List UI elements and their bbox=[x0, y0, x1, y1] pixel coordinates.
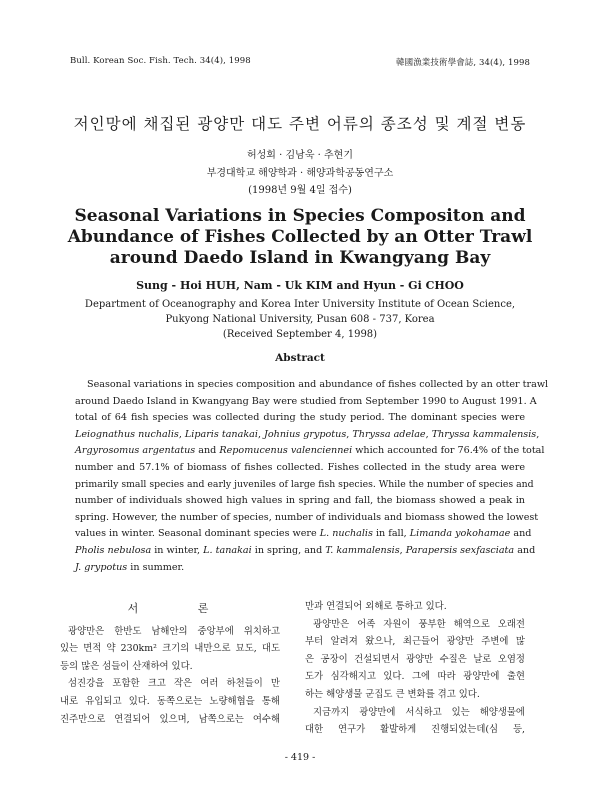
abstract-line: number of individuals showed high values in spring and fall, the biomass showed a peak in bbox=[75, 495, 525, 507]
korean-authors: 허성회 · 김남욱 · 추현기 bbox=[246, 150, 353, 161]
species-name: Leiognathus nuchalis bbox=[75, 428, 179, 440]
english-received-date: (Received September 4, 1998) bbox=[222, 329, 378, 340]
english-title-line: Abundance of Fishes Collected by an Otter Trawl bbox=[67, 227, 533, 247]
page-number: - 419 - bbox=[284, 752, 316, 763]
abstract-line bbox=[75, 526, 532, 543]
body-line: 도가 심각해지고 있다. 그에 따라 광양만에 출현 bbox=[305, 671, 525, 683]
abstract-text: and bbox=[514, 544, 536, 556]
english-authors: Sung - Hoi HUH, Nam - Uk KIM and Hyun - Gi CHOO bbox=[136, 279, 464, 292]
abstract-text: , bbox=[399, 544, 406, 556]
abstract-text: , bbox=[536, 428, 540, 440]
species-name: L. tanakai bbox=[203, 544, 252, 556]
body-line: 내로 유입되고 있다. 동쪽으로는 노량해협을 통해 bbox=[60, 695, 280, 707]
abstract-text: and bbox=[195, 445, 220, 457]
abstract-line bbox=[75, 443, 545, 460]
body-line: 섬진강을 포함한 크고 작은 여러 하천들이 만 bbox=[68, 678, 280, 690]
species-name: Liparis tanakai bbox=[184, 428, 258, 440]
english-affiliation bbox=[60, 297, 540, 327]
body-line: 부터 알려져 왔으나, 최근들어 광양만 주변에 많 bbox=[305, 636, 525, 648]
abstract-line bbox=[75, 560, 525, 577]
abstract-body bbox=[75, 377, 549, 576]
abstract-text: , bbox=[257, 428, 265, 440]
abstract-text: , bbox=[178, 428, 185, 440]
abstract-line bbox=[75, 543, 536, 560]
abstract-line bbox=[75, 427, 540, 444]
species-name: J. grypotus bbox=[75, 561, 128, 573]
body-line: 만과 연결되어 외해로 통하고 있다. bbox=[305, 601, 447, 612]
section-heading-introduction: 서 론 bbox=[127, 602, 237, 615]
species-name: Limanda yokohamae bbox=[409, 528, 511, 540]
body-line: 등의 많은 섬들이 산재하여 있다. bbox=[60, 660, 193, 672]
species-name: Argyrosomus argentatus bbox=[75, 445, 196, 457]
korean-received-date: (1998년 9월 4일 접수) bbox=[248, 185, 352, 196]
species-name: L. nuchalis bbox=[319, 528, 373, 540]
abstract-line: primarily small species and early juveniles of large fish species. While the number of species and bbox=[75, 478, 534, 490]
abstract-line: number and 57.1% of biomass of fishes collected. Fishes collected in the study area were bbox=[75, 461, 525, 473]
species-name: Thryssa kammalensis bbox=[431, 428, 537, 440]
abstract-text: , bbox=[346, 428, 353, 440]
korean-affiliation: 부경대학교 해양학과 · 해양과학공동연구소 bbox=[206, 168, 394, 179]
body-line: 하는 해양생물 군집도 큰 변화를 겪고 있다. bbox=[305, 688, 480, 700]
species-name: Parapersis sexfasciata bbox=[405, 544, 515, 556]
species-name: Pholis nebulosa bbox=[75, 544, 152, 556]
abstract-line: around Daedo Island in Kwangyang Bay were studied from September 1990 to August 1991. A bbox=[75, 395, 537, 407]
running-header-right: 韓國漁業技術學會誌, 34(4), 1998 bbox=[396, 58, 530, 68]
body-line: 광양만은 어족 자원이 풍부한 해역으로 오래전 bbox=[313, 618, 525, 630]
english-title bbox=[60, 206, 540, 269]
species-name: T. kammalensis bbox=[325, 544, 400, 556]
abstract-heading: Abstract bbox=[275, 352, 325, 364]
body-column-right bbox=[305, 598, 525, 739]
abstract-text: in summer. bbox=[127, 561, 185, 573]
species-name: Repomucenus valenciennei bbox=[219, 445, 353, 457]
body-line: 은 공장이 건설되면서 광양만 수질은 날로 오염정 bbox=[305, 653, 525, 665]
abstract-text: values in winter. Seasonal dominant species were bbox=[75, 528, 320, 540]
abstract-text: which accounted for 76.4% of the total bbox=[352, 445, 545, 457]
abstract-line: total of 64 fish species was collected during the study period. The dominant species were bbox=[75, 412, 525, 424]
body-line: 있는 면적 약 230km² 크기의 내만으로 묘도, 대도 bbox=[60, 643, 280, 655]
english-affiliation-line: Department of Oceanography and Korea Inter University Institute of Ocean Science, bbox=[84, 299, 516, 310]
body-line: 지금까지 광양만에 서식하고 있는 해양생물에 bbox=[313, 706, 525, 718]
english-affiliation-line: Pukyong National University, Pusan 608 - 737, Korea bbox=[165, 314, 435, 325]
abstract-text: in fall, bbox=[372, 528, 410, 540]
body-line: 대한 연구가 활발하게 진행되었는데(심 등, bbox=[305, 724, 525, 736]
abstract-text: in spring, and bbox=[251, 544, 326, 556]
abstract-text: , bbox=[425, 428, 432, 440]
body-column-left bbox=[60, 600, 280, 728]
abstract-line: Seasonal variations in species composition and abundance of fishes collected by an otter trawl bbox=[87, 379, 549, 390]
abstract-line: spring. However, the number of species, number of individuals and biomass showed the lowest bbox=[75, 511, 539, 523]
abstract-text: and bbox=[510, 528, 532, 540]
species-name: Thryssa adelae bbox=[352, 428, 426, 440]
running-header-left: Bull. Korean Soc. Fish. Tech. 34(4), 1998 bbox=[70, 56, 251, 66]
body-line: 광양만은 한반도 남해안의 중앙부에 위치하고 bbox=[68, 625, 280, 637]
korean-title: 저인망에 채집된 광양만 대도 주변 어류의 종조성 및 계절 변동 bbox=[73, 115, 527, 133]
body-line: 진주만으로 연결되어 있으며, 남쪽으로는 여수해 bbox=[60, 713, 280, 725]
english-title-line: around Daedo Island in Kwangyang Bay bbox=[109, 248, 491, 268]
abstract-text: in winter, bbox=[151, 544, 204, 556]
species-name: Johnius grypotus bbox=[264, 428, 347, 440]
english-title-line: Seasonal Variations in Species Compositon and bbox=[74, 206, 526, 226]
